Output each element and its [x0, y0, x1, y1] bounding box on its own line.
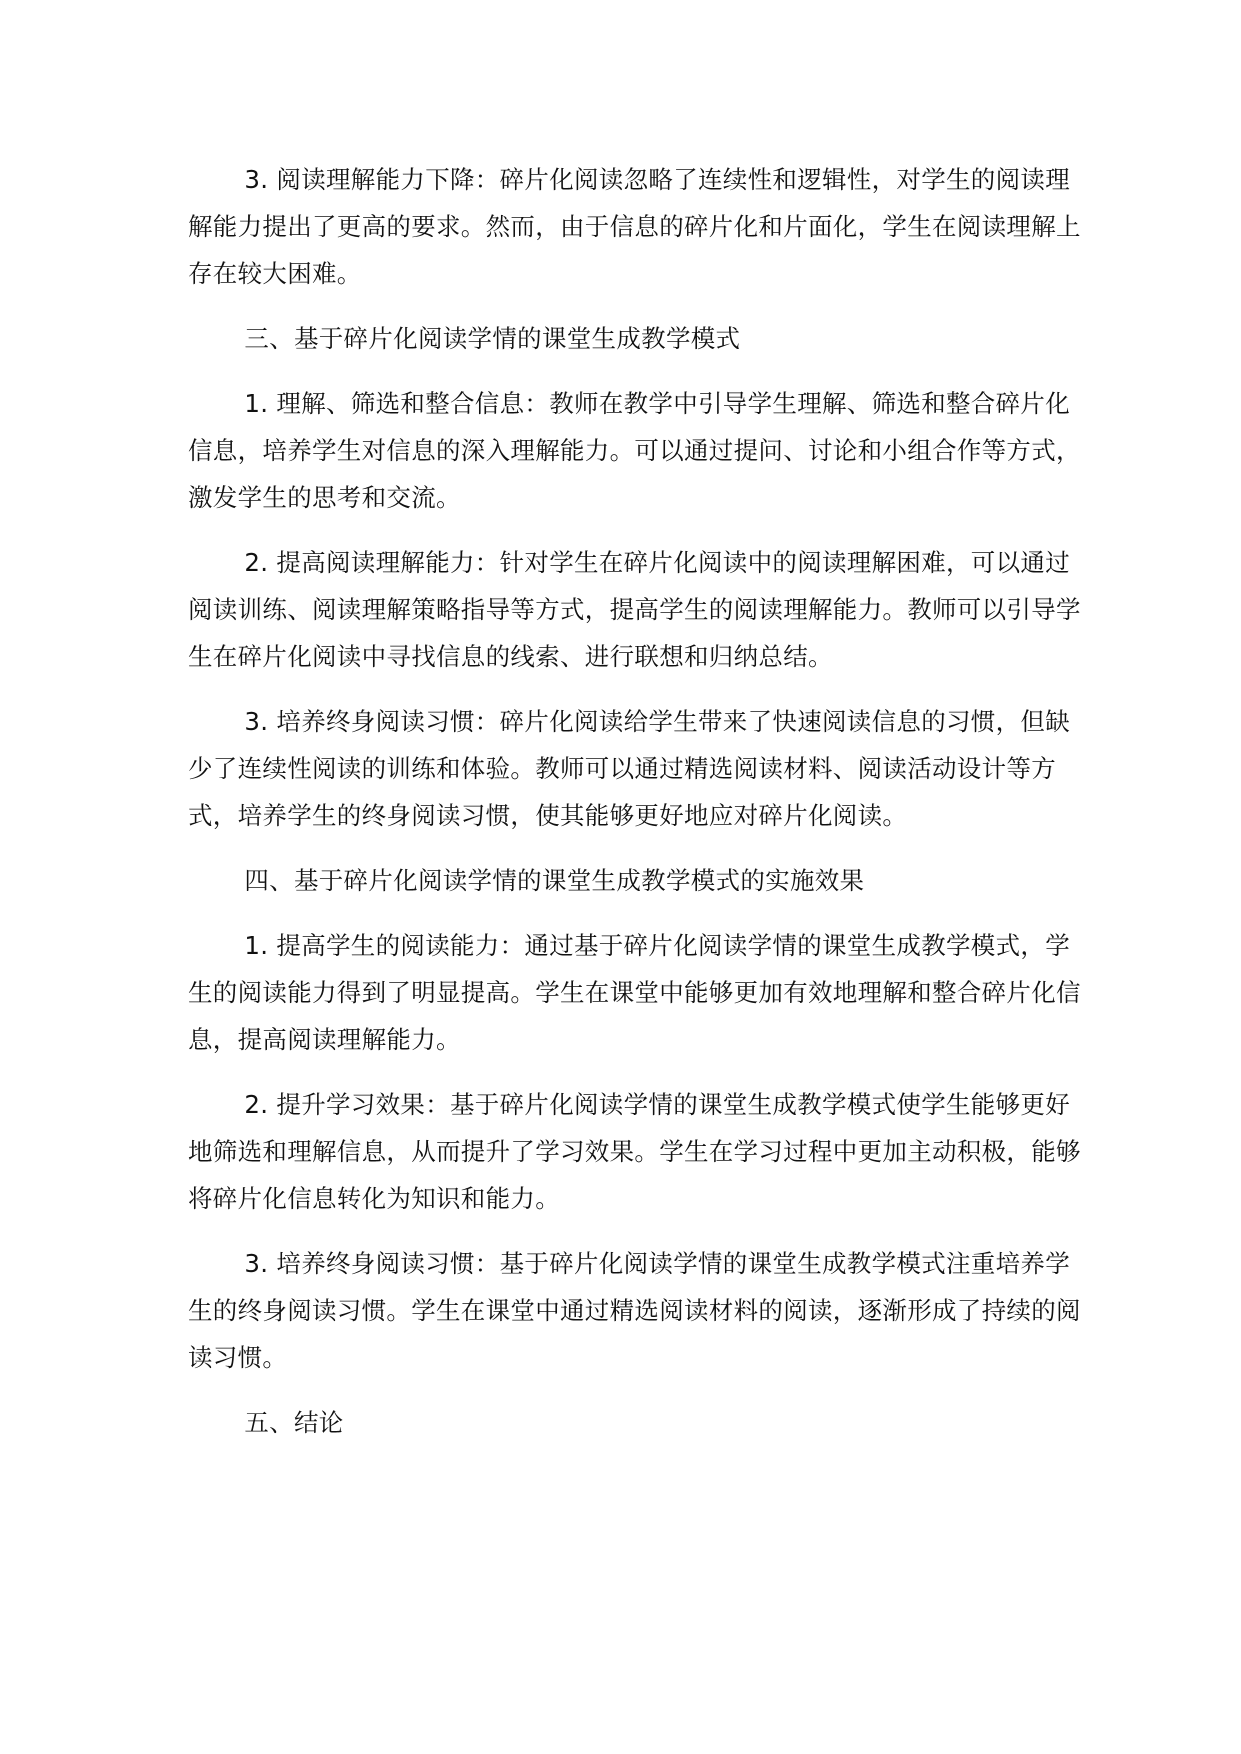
paragraph-integrate-info: 1. 理解、筛选和整合信息：教师在教学中引导学生理解、筛选和整合碎片化信息，培养学生对信息的深入理解能力。可以通过提问、讨论和小组合作等方式，激发学生的思考和交流。	[188, 389, 1081, 512]
section-heading-4: 四、基于碎片化阅读学情的课堂生成教学模式的实施效果	[244, 866, 865, 895]
document-body	[188, 156, 1088, 1464]
paragraph-improve-comprehension: 2. 提高阅读理解能力：针对学生在碎片化阅读中的阅读理解困难，可以通过阅读训练、阅读理解策略指导等方式，提高学生的阅读理解能力。教师可以引导学生在碎片化阅读中寻找信息的线索、进行联想和归纳总结。	[188, 548, 1081, 671]
paragraph-effect-reading-ability: 1. 提高学生的阅读能力：通过基于碎片化阅读学情的课堂生成教学模式，学生的阅读能力得到了明显提高。学生在课堂中能够更加有效地理解和整合碎片化信息，提高阅读理解能力。	[188, 931, 1081, 1054]
section-heading-5: 五、结论	[244, 1408, 344, 1437]
paragraph-effect-learning: 2. 提升学习效果：基于碎片化阅读学情的课堂生成教学模式使学生能够更好地筛选和理解信息，从而提升了学习效果。学生在学习过程中更加主动积极，能够将碎片化信息转化为知识和能力。	[188, 1090, 1081, 1213]
paragraph-reading-decline: 3. 阅读理解能力下降：碎片化阅读忽略了连续性和逻辑性，对学生的阅读理解能力提出了更高的要求。然而，由于信息的碎片化和片面化，学生在阅读理解上存在较大困难。	[188, 165, 1081, 288]
paragraph-effect-lifelong-habit: 3. 培养终身阅读习惯：基于碎片化阅读学情的课堂生成教学模式注重培养学生的终身阅读习惯。学生在课堂中通过精选阅读材料的阅读，逐渐形成了持续的阅读习惯。	[188, 1249, 1081, 1372]
paragraph-lifelong-reading: 3. 培养终身阅读习惯：碎片化阅读给学生带来了快速阅读信息的习惯，但缺少了连续性阅读的训练和体验。教师可以通过精选阅读材料、阅读活动设计等方式，培养学生的终身阅读习惯，使其能够更好地应对碎片化阅读。	[188, 707, 1071, 830]
section-heading-3: 三、基于碎片化阅读学情的课堂生成教学模式	[244, 324, 741, 353]
